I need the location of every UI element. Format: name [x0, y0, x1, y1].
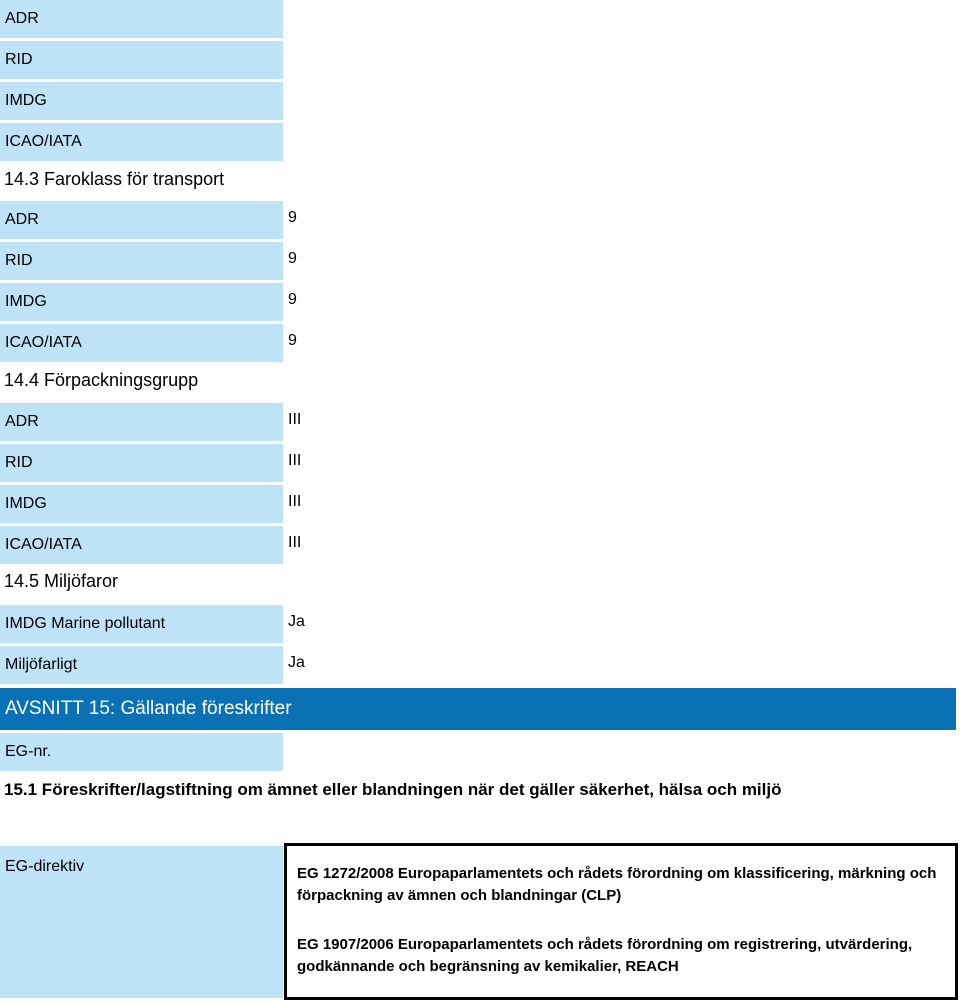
- row-value-adr: III: [288, 411, 302, 428]
- row-label-icao-iata: ICAO/IATA: [0, 526, 283, 564]
- row-value-adr: 9: [288, 209, 297, 226]
- row-value-marine-pollutant: Ja: [288, 613, 305, 630]
- subheading-15-1: 15.1 Föreskrifter/lagstiftning om ämnet eller blandningen när det gäller säkerhet, hälsa och miljö: [4, 780, 782, 799]
- row-label-rid: RID: [0, 41, 283, 79]
- eg-direktiv-label: EG-direktiv: [0, 846, 283, 998]
- row-label-rid: RID: [0, 444, 283, 482]
- row-label-marine-pollutant: IMDG Marine pollutant: [0, 605, 283, 643]
- row-value-miljofarligt: Ja: [288, 654, 305, 671]
- row-label-imdg: IMDG: [0, 283, 283, 321]
- directive-text: EG 1272/2008 Europaparlamentets och rådets förordning om klassificering, märkning och förpackning av ämnen och blandningar (CLP): [297, 865, 937, 904]
- section-heading-14-3: 14.3 Faroklass för transport: [4, 169, 225, 189]
- row-value-rid: III: [288, 452, 302, 469]
- row-label-adr: ADR: [0, 0, 283, 38]
- directives-box: [284, 843, 958, 1000]
- row-label-icao-iata: ICAO/IATA: [0, 123, 283, 161]
- directive-text: EG 1907/2006 Europaparlamentets och rådets förordning om registrering, utvärdering, godkännande och begränsning av kemikalier, REACH: [297, 936, 913, 975]
- row-label-icao-iata: ICAO/IATA: [0, 324, 283, 362]
- row-label-rid: RID: [0, 242, 283, 280]
- row-value-rid: 9: [288, 250, 297, 267]
- row-value-imdg: 9: [288, 291, 297, 308]
- eg-nr-label: EG-nr.: [0, 733, 283, 771]
- row-value-imdg: III: [288, 493, 302, 510]
- row-label-adr: ADR: [0, 201, 283, 239]
- row-label-adr: ADR: [0, 403, 283, 441]
- section-heading-14-5: 14.5 Miljöfaror: [4, 571, 119, 591]
- row-value-icao-iata: III: [288, 534, 302, 551]
- section-heading-14-4: 14.4 Förpackningsgrupp: [4, 370, 199, 390]
- row-label-imdg: IMDG: [0, 485, 283, 523]
- row-value-icao-iata: 9: [288, 332, 297, 349]
- section-15-banner: AVSNITT 15: Gällande föreskrifter: [0, 688, 956, 730]
- row-label-miljofarligt: Miljöfarligt: [0, 646, 283, 684]
- row-label-imdg: IMDG: [0, 82, 283, 120]
